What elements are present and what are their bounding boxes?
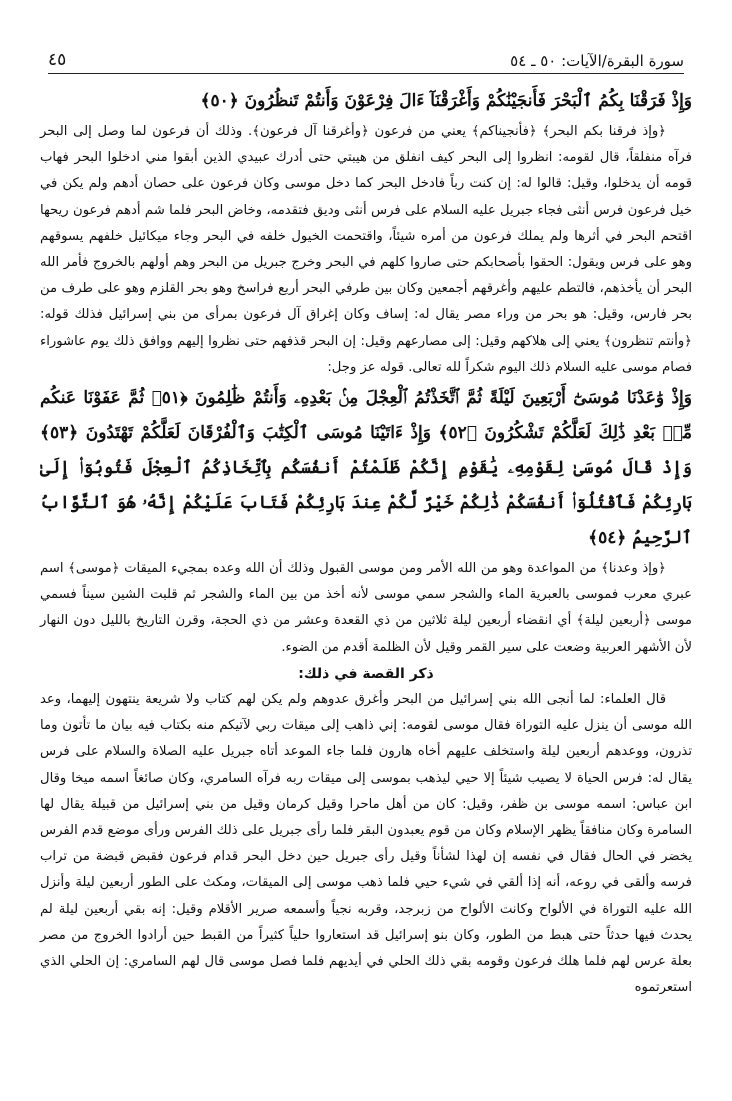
commentary-paragraph-1: ﴿وإذ فرقنا بكم البحر﴾ ﴿فأنجيناكم﴾ يعني من فرعون ﴿وأغرقنا آل فرعون﴾. وذلك أن فرعون لما وصل إلى البحر فرآه منفلقاً، قال لقومه: انظروا إلى البحر كيف انفلق من هيبتي حتى أدرك عبيدي الذين أبقوا مني ادخلوا البحر فهاب قومه أن يدخلوا، وقيل: قالوا له: إن كنت رباً فادخل البحر كما دخل موسى وكان فرعون على حصان أدهم ولم يكن في خيل فرعون فرس أنثى فجاء جبريل عليه السلام على فرس أنثى وديق فتقدمه، وخاض البحر فلما شم أدهم فرعون ريحها اقتحم البحر في أثرها ولم يملك فرعون من أمره شيئاً، واقتحمت الخيول خلفه في البحر وجاء ميكائيل خلفهم يسوقهم وهو على فرس ويقول: الحقوا بأصحابكم حتى صاروا كلهم في البحر وخرج جبريل من البحر وهم أولهم بالخروج فأمر الله البحر أن يأخذهم، فالتطم عليهم وأغرقهم أجمعين وكان بين طرفي البحر أربع فراسخ وهو بحر القلزم وهو على طرف من بحر فارس، وقيل: هو بحر من وراء مصر يقال له: إساف وكان إغراق آل فرعون بمرأى من بني إسرائيل فذلك قوله: ﴿وأنتم تنظرون﴾ يعني إلى هلاكهم وقيل: إلى مصارعهم وقيل: إن البحر قذفهم حتى نظروا إليهم ووافق ذلك يوم عاشوراء فصام موسى عليه السلام ذلك اليوم شكراً لله تعالى. قوله عز وجل: — [40, 124, 692, 375]
header-title: سورة البقرة/الآيات: ٥٠ ـ ٥٤ — [510, 52, 684, 70]
quran-verse-50: وَإِذْ فَرَقْنَا بِكُمُ ٱلْبَحْرَ فَأَنجَيْنَٰكُمْ وَأَغْرَقْنَآ ءَالَ فِرْعَوْنَ وَأَنتُمْ تَنظُرُونَ ﴿٥٠﴾ — [200, 91, 692, 111]
commentary-paragraph-3: قال العلماء: لما أنجى الله بني إسرائيل من البحر وأغرق عدوهم ولم يكن لهم كتاب ولا شريعة ينتهون إليهما، وعد الله موسى أن ينزل عليه التوراة فقال موسى لقومه: إني ذاهب إلى ميقات ربي لآتيكم منه بكتاب فيه بيان ما تأتون وما تذرون، ووعدهم أربعين ليلة واستخلف عليهم أخاه هارون فلما جاء الموعد أتاه جبريل عليه الصلاة والسلام على فرس يقال له: فرس الحياة لا يصيب شيئاً إلا حيي ليذهب بموسى إلى ميقات ربه فرآه السامري، وكان صائغاً اسمه ميخا وقال ابن عباس: اسمه موسى بن ظفر، وقيل: كان من أهل ماحرا وقيل كرمان وقيل من بني إسرائيل من قبيلة يقال لها السامرة وكان منافقاً يظهر الإسلام وكان من قوم يعبدون البقر فلما رأى جبريل على ذلك الفرس ورأى موضع قدم الفرس يخضر في الحال فقال في نفسه إن لهذا لشأناً وقيل رأى جبريل حين دخل البحر قدام فرعون فقبض قبضة من تراب فرسه وألقى في روعه، أنه إذا ألقي في شيء حيي فلما ذهب موسى إلى الميقات، ومكث على الطور أربعين ليلة وأنزل الله عليه التوراة في الألواح وكانت الألواح من زبرجد، وقربه نجياً وأسمعه صرير الأقلام وقيل: إنه بقي أربعين ليلة لم يحدث فيها حدثاً حتى هبط من الطور، وكان بنو إسرائيل قد استعاروا حلياً كثيراً من القبط حين أرادوا الخروج من مصر بعلة عرس لهم فلما هلك فرعون وقومه بقي ذلك الحلي في أيديهم فلما فصل موسى قال لهم السامري: إن الحلي الذي استعرتموه — [40, 692, 692, 996]
page-body — [40, 84, 692, 1001]
section-heading: ذكر القصة في ذلك: — [298, 665, 434, 682]
quran-verses-51-54: وَإِذْ وَٰعَدْنَا مُوسَىٰٓ أَرْبَعِينَ لَيْلَةً ثُمَّ ٱتَّخَذْتُمُ ٱلْعِجْلَ مِنۢ بَعْدِهِۦ وَأَنتُمْ ظَٰلِمُونَ ﴿٥١﴾ ثُمَّ عَفَوْنَا عَنكُم مِّنۢ بَعْدِ ذَٰلِكَ لَعَلَّكُمْ تَشْكُرُونَ ﴿٥٢﴾ وَإِذْ ءَاتَيْنَا مُوسَى ٱلْكِتَٰبَ وَٱلْفُرْقَانَ لَعَلَّكُمْ تَهْتَدُونَ ﴿٥٣﴾ وَإِذْ قَالَ مُوسَىٰ لِقَوْمِهِۦ يَٰقَوْمِ إِنَّكُمْ ظَلَمْتُمْ أَنفُسَكُم بِٱتِّخَاذِكُمُ ٱلْعِجْلَ فَتُوبُوٓا۟ إِلَىٰ بَارِئِكُمْ فَٱقْتُلُوٓا۟ أَنفُسَكُمْ ذَٰلِكُمْ خَيْرٌ لَّكُمْ عِندَ بَارِئِكُمْ فَتَابَ عَلَيْكُمْ إِنَّهُۥ هُوَ ٱلتَّوَّابُ ٱلرَّحِيمُ ﴿٥٤﴾ — [40, 388, 692, 549]
running-header — [48, 44, 684, 74]
commentary-paragraph-2: ﴿وإذ وعدنا﴾ من المواعدة وهو من الله الأمر ومن موسى القبول وذلك أن الله وعده بمجيء الميقات ﴿موسى﴾ اسم عبري معرب فموسى بالعبرية الماء والشجر سمي موسى لأنه أخذ من بين الماء والشجر ثم قلبت الشين سيناً فسمي موسى ﴿أربعين ليلة﴾ أي انقضاء أربعين ليلة ثلاثين من ذي القعدة وعشر من ذي الحجة، وقرن التاريخ بالليل دون النهار لأن الأشهر العربية وضعت على سير القمر وقيل لأن الظلمة أقدم من الضوء. — [40, 561, 692, 655]
page-number: ٤٥ — [48, 50, 67, 70]
